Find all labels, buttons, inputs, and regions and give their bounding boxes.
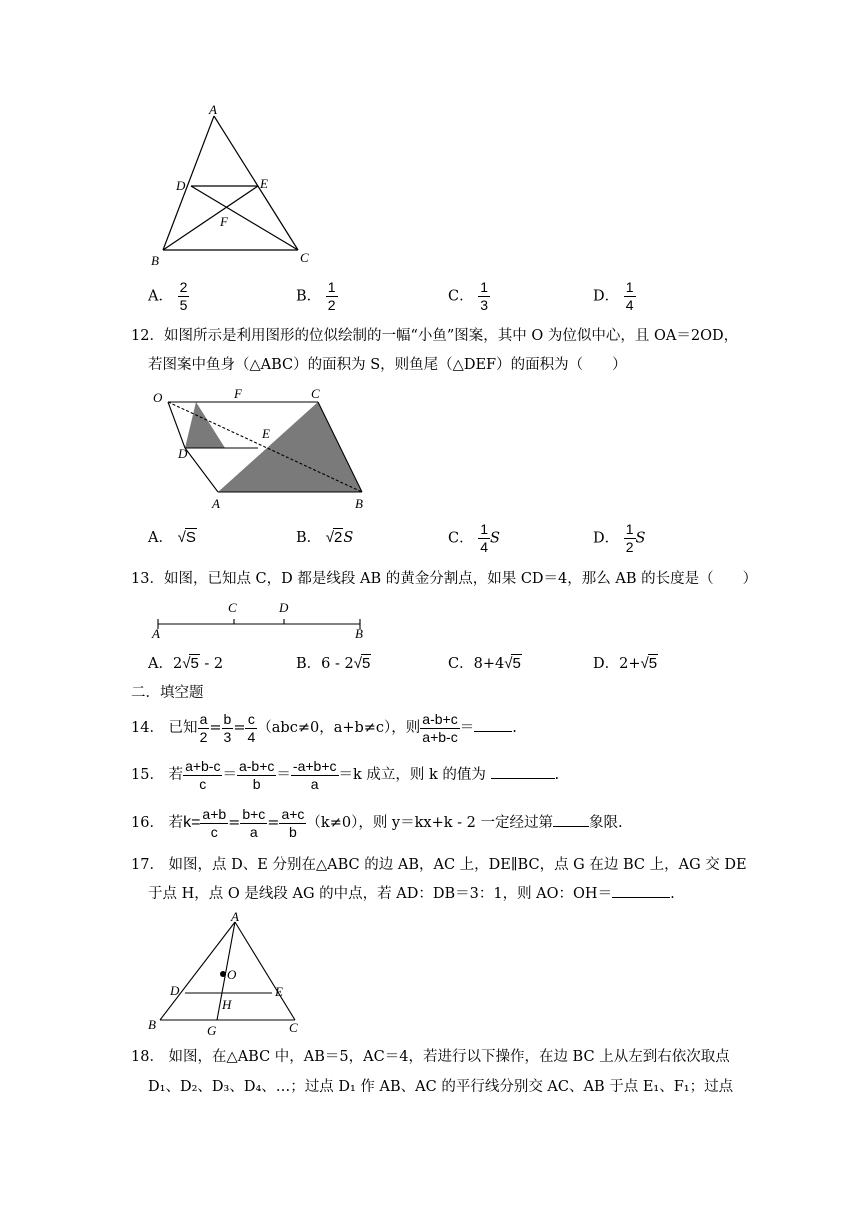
label-A: A — [231, 909, 239, 924]
sqrt: √5 — [182, 655, 199, 672]
fraction: $\frac{1}{3}$ — [480, 279, 489, 313]
label-O: O — [227, 967, 237, 982]
label-D: D — [170, 983, 180, 998]
sqrt: √S — [177, 529, 196, 546]
label-E: E — [262, 426, 270, 441]
q18-line1: 18． 如图，在△ABC 中，AB＝5，AC＝4，若进行以下操作，在边 BC 上从左到右依次取点 — [131, 1049, 730, 1065]
q12-option-b[interactable]: B． √2S — [296, 529, 354, 546]
label-C: C — [228, 600, 237, 615]
label-E: E — [260, 176, 268, 191]
label-C: C — [289, 1020, 298, 1035]
label-A: A — [212, 496, 220, 511]
figure-q12-fish — [148, 384, 378, 514]
label-A: A — [152, 626, 160, 641]
figure-q17-triangle — [145, 908, 315, 1038]
q11-option-b[interactable]: B． $\frac{1}{2}$ — [296, 279, 336, 313]
sqrt: √5 — [640, 655, 658, 672]
q16-question: 16． 若k= $\frac{a+b}{c}$ = $\frac{b+c}{a}$ = $\frac{a+c}{b}$ （k≠0），则 y＝kx+k - 2 一定经过第 象限. — [131, 805, 623, 840]
q12-option-a[interactable]: A． √S — [148, 529, 196, 546]
label-F: F — [220, 214, 228, 229]
label-D: D — [279, 600, 289, 615]
figure-q13-segment — [148, 596, 378, 642]
figure-q11-triangle — [145, 100, 325, 270]
sqrt: √5 — [504, 655, 521, 672]
fraction: $\frac{a+b-c}{c}$ — [185, 757, 221, 792]
fraction: $\frac{-a+b+c}{a}$ — [292, 757, 337, 792]
fraction: $\frac{b+c}{a}$ — [242, 805, 266, 840]
q11-option-d[interactable]: D． $\frac{1}{4}$ — [593, 279, 634, 313]
fraction: $\frac{a-b+c}{b}$ — [238, 757, 275, 792]
fraction: $\frac{1}{4}$ — [480, 521, 489, 555]
fraction: $\frac{1}{2}$ — [625, 521, 634, 555]
q12-option-d[interactable]: D． $\frac{1}{2}$ S — [593, 521, 646, 555]
q13-option-d[interactable]: D．2+√5 — [593, 655, 658, 672]
label-C: C — [311, 386, 320, 401]
label-B: B — [355, 626, 363, 641]
sqrt: √2 — [325, 529, 343, 546]
label-B: B — [148, 1017, 156, 1032]
label-C: C — [300, 250, 309, 265]
q12-line2: 若图案中鱼身（△ABC）的面积为 S，则鱼尾（△DEF）的面积为（ ） — [148, 357, 627, 373]
fraction: $\frac{c}{4}$ — [247, 710, 256, 745]
label-B: B — [355, 496, 363, 511]
fraction: $\frac{1}{4}$ — [625, 279, 634, 313]
fraction: $\frac{b}{3}$ — [223, 710, 232, 745]
q13-option-b[interactable]: B．6 - 2√5 — [296, 655, 371, 672]
label-O: O — [153, 390, 163, 405]
answer-blank[interactable] — [491, 778, 555, 779]
q17-line1: 17． 如图，点 D、E 分别在△ABC 的边 AB，AC 上，DE∥BC，点 G 在边 BC 上，AG 交 DE — [131, 857, 747, 873]
label-D: D — [178, 446, 188, 461]
label-E: E — [275, 984, 283, 999]
section-heading-fill-in: 二．填空题 — [131, 685, 204, 701]
label-A: A — [209, 102, 217, 117]
q14-question: 14． 已知 $\frac{a}{2}$ = $\frac{b}{3}$ = $\frac{c}{4}$ （abc≠0，a+b≠c），则 $\frac{a-b+c}{a+b-c}$ ＝ . — [131, 710, 517, 745]
q15-question: 15． 若 $\frac{a+b-c}{c}$ ＝ $\frac{a-b+c}{b}$ ＝ $\frac{-a+b+c}{a}$ ＝k 成立，则 k 的值为 . — [131, 757, 560, 792]
q11-option-a[interactable]: A． $\frac{2}{5}$ — [148, 279, 188, 313]
fraction: $\frac{a+c}{b}$ — [281, 805, 305, 840]
fraction: $\frac{a}{2}$ — [199, 710, 208, 745]
q13-option-c[interactable]: C．8+4√5 — [448, 655, 521, 672]
label-H: H — [222, 997, 232, 1012]
answer-blank[interactable] — [553, 826, 589, 827]
label-G: G — [207, 1023, 217, 1038]
q17-line2: 于点 H，点 O 是线段 AG 的中点，若 AD：DB＝3：1，则 AO：OH＝ . — [148, 886, 675, 902]
answer-blank[interactable] — [612, 897, 670, 898]
fraction: $\frac{1}{2}$ — [327, 279, 336, 313]
q18-line2: D₁、D₂、D₃、D₄、…；过点 D₁ 作 AB、AC 的平行线分别交 AC、AB 于点 E₁、F₁；过点 — [148, 1079, 734, 1095]
q13-option-a[interactable]: A．2√5 - 2 — [148, 655, 224, 672]
label-D: D — [176, 178, 186, 193]
sqrt: √5 — [353, 655, 371, 672]
q11-option-c[interactable]: C． $\frac{1}{3}$ — [448, 279, 489, 313]
answer-blank[interactable] — [474, 731, 512, 732]
label-B: B — [151, 253, 159, 268]
fraction: $\frac{a+b}{c}$ — [202, 805, 227, 840]
q12-option-c[interactable]: C． $\frac{1}{4}$ S — [448, 521, 500, 555]
fraction: $\frac{a-b+c}{a+b-c}$ — [422, 710, 458, 745]
label-F: F — [234, 386, 242, 401]
q12-line1: 12．如图所示是利用图形的位似绘制的一幅“小鱼”图案，其中 O 为位似中心，且 OA＝2OD， — [131, 328, 739, 344]
fraction: $\frac{2}{5}$ — [179, 279, 188, 313]
q13-question: 13．如图，已知点 C，D 都是线段 AB 的黄金分割点，如果 CD＝4，那么 AB 的长度是（ ） — [131, 571, 758, 587]
